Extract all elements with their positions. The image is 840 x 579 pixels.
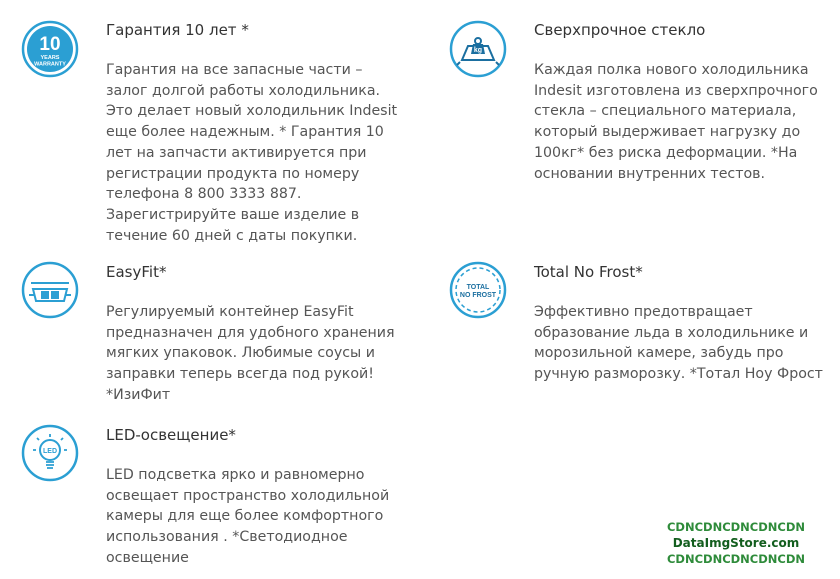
watermark-site: DataImgStore.com [672, 536, 800, 550]
feature-description: Каждая полка нового холодильника Indesit изготовлена из сверхпрочного стекла – специального материала, который выдерживает нагрузку до 100кг* без риска деформации. *На основании внутренних тестов. [534, 62, 818, 182]
glass-shelf-weight-icon [449, 20, 507, 78]
watermark-line-top: CDNCDNCDNCDNCDN [666, 520, 806, 534]
led-lighting-icon [21, 424, 79, 482]
svg-text:NO FROST: NO FROST [459, 292, 497, 299]
easyfit-container-icon [21, 261, 79, 319]
feature-description: Регулируемый контейнер EasyFit предназначен для удобного хранения мягких упаковок. Любимые соусы и заправки теперь всегда под рукой! *ИзиФит [106, 304, 395, 403]
feature-description: Эффективно предотвращает образование льда в холодильнике и морозильной камере, забудь про ручную разморозку. *Тотал Ноу Фрост [534, 304, 823, 383]
feature-description: LED подсветка ярко и равномерно освещает пространство холодильной камеры для еще более комфортного использования . *Светодиодное освещение [106, 467, 390, 566]
svg-text:WARRANTY: WARRANTY [34, 61, 66, 68]
feature-title: Гарантия 10 лет * [106, 21, 249, 39]
watermark-line-bottom: CDNCDNCDNCDNCDN [666, 552, 806, 566]
watermark [666, 519, 806, 567]
feature-description: Гарантия на все запасные части – залог долгой работы холодильника. Это делает новый холодильник Indesit еще более надежным. * Гарантия 10 лет на запчасти активируется при регистрации продукта по номеру телефона 8 800 3333 887. Зарегистрируйте ваше изделие в течение 60 дней с даты покупки. [106, 62, 398, 244]
svg-text:kg: kg [473, 47, 483, 54]
svg-text:LED: LED [43, 448, 57, 455]
feature-title: Total No Frost* [534, 263, 643, 281]
svg-text:YEARS: YEARS [40, 55, 60, 61]
feature-title: LED-освещение* [106, 426, 236, 444]
total-no-frost-icon [449, 261, 507, 319]
warranty-icon-number: 10 [39, 34, 61, 55]
svg-text:TOTAL: TOTAL [466, 284, 490, 291]
feature-title: Сверхпрочное стекло [534, 21, 706, 39]
feature-title: EasyFit* [106, 263, 167, 281]
10-years-warranty-icon [21, 20, 79, 78]
